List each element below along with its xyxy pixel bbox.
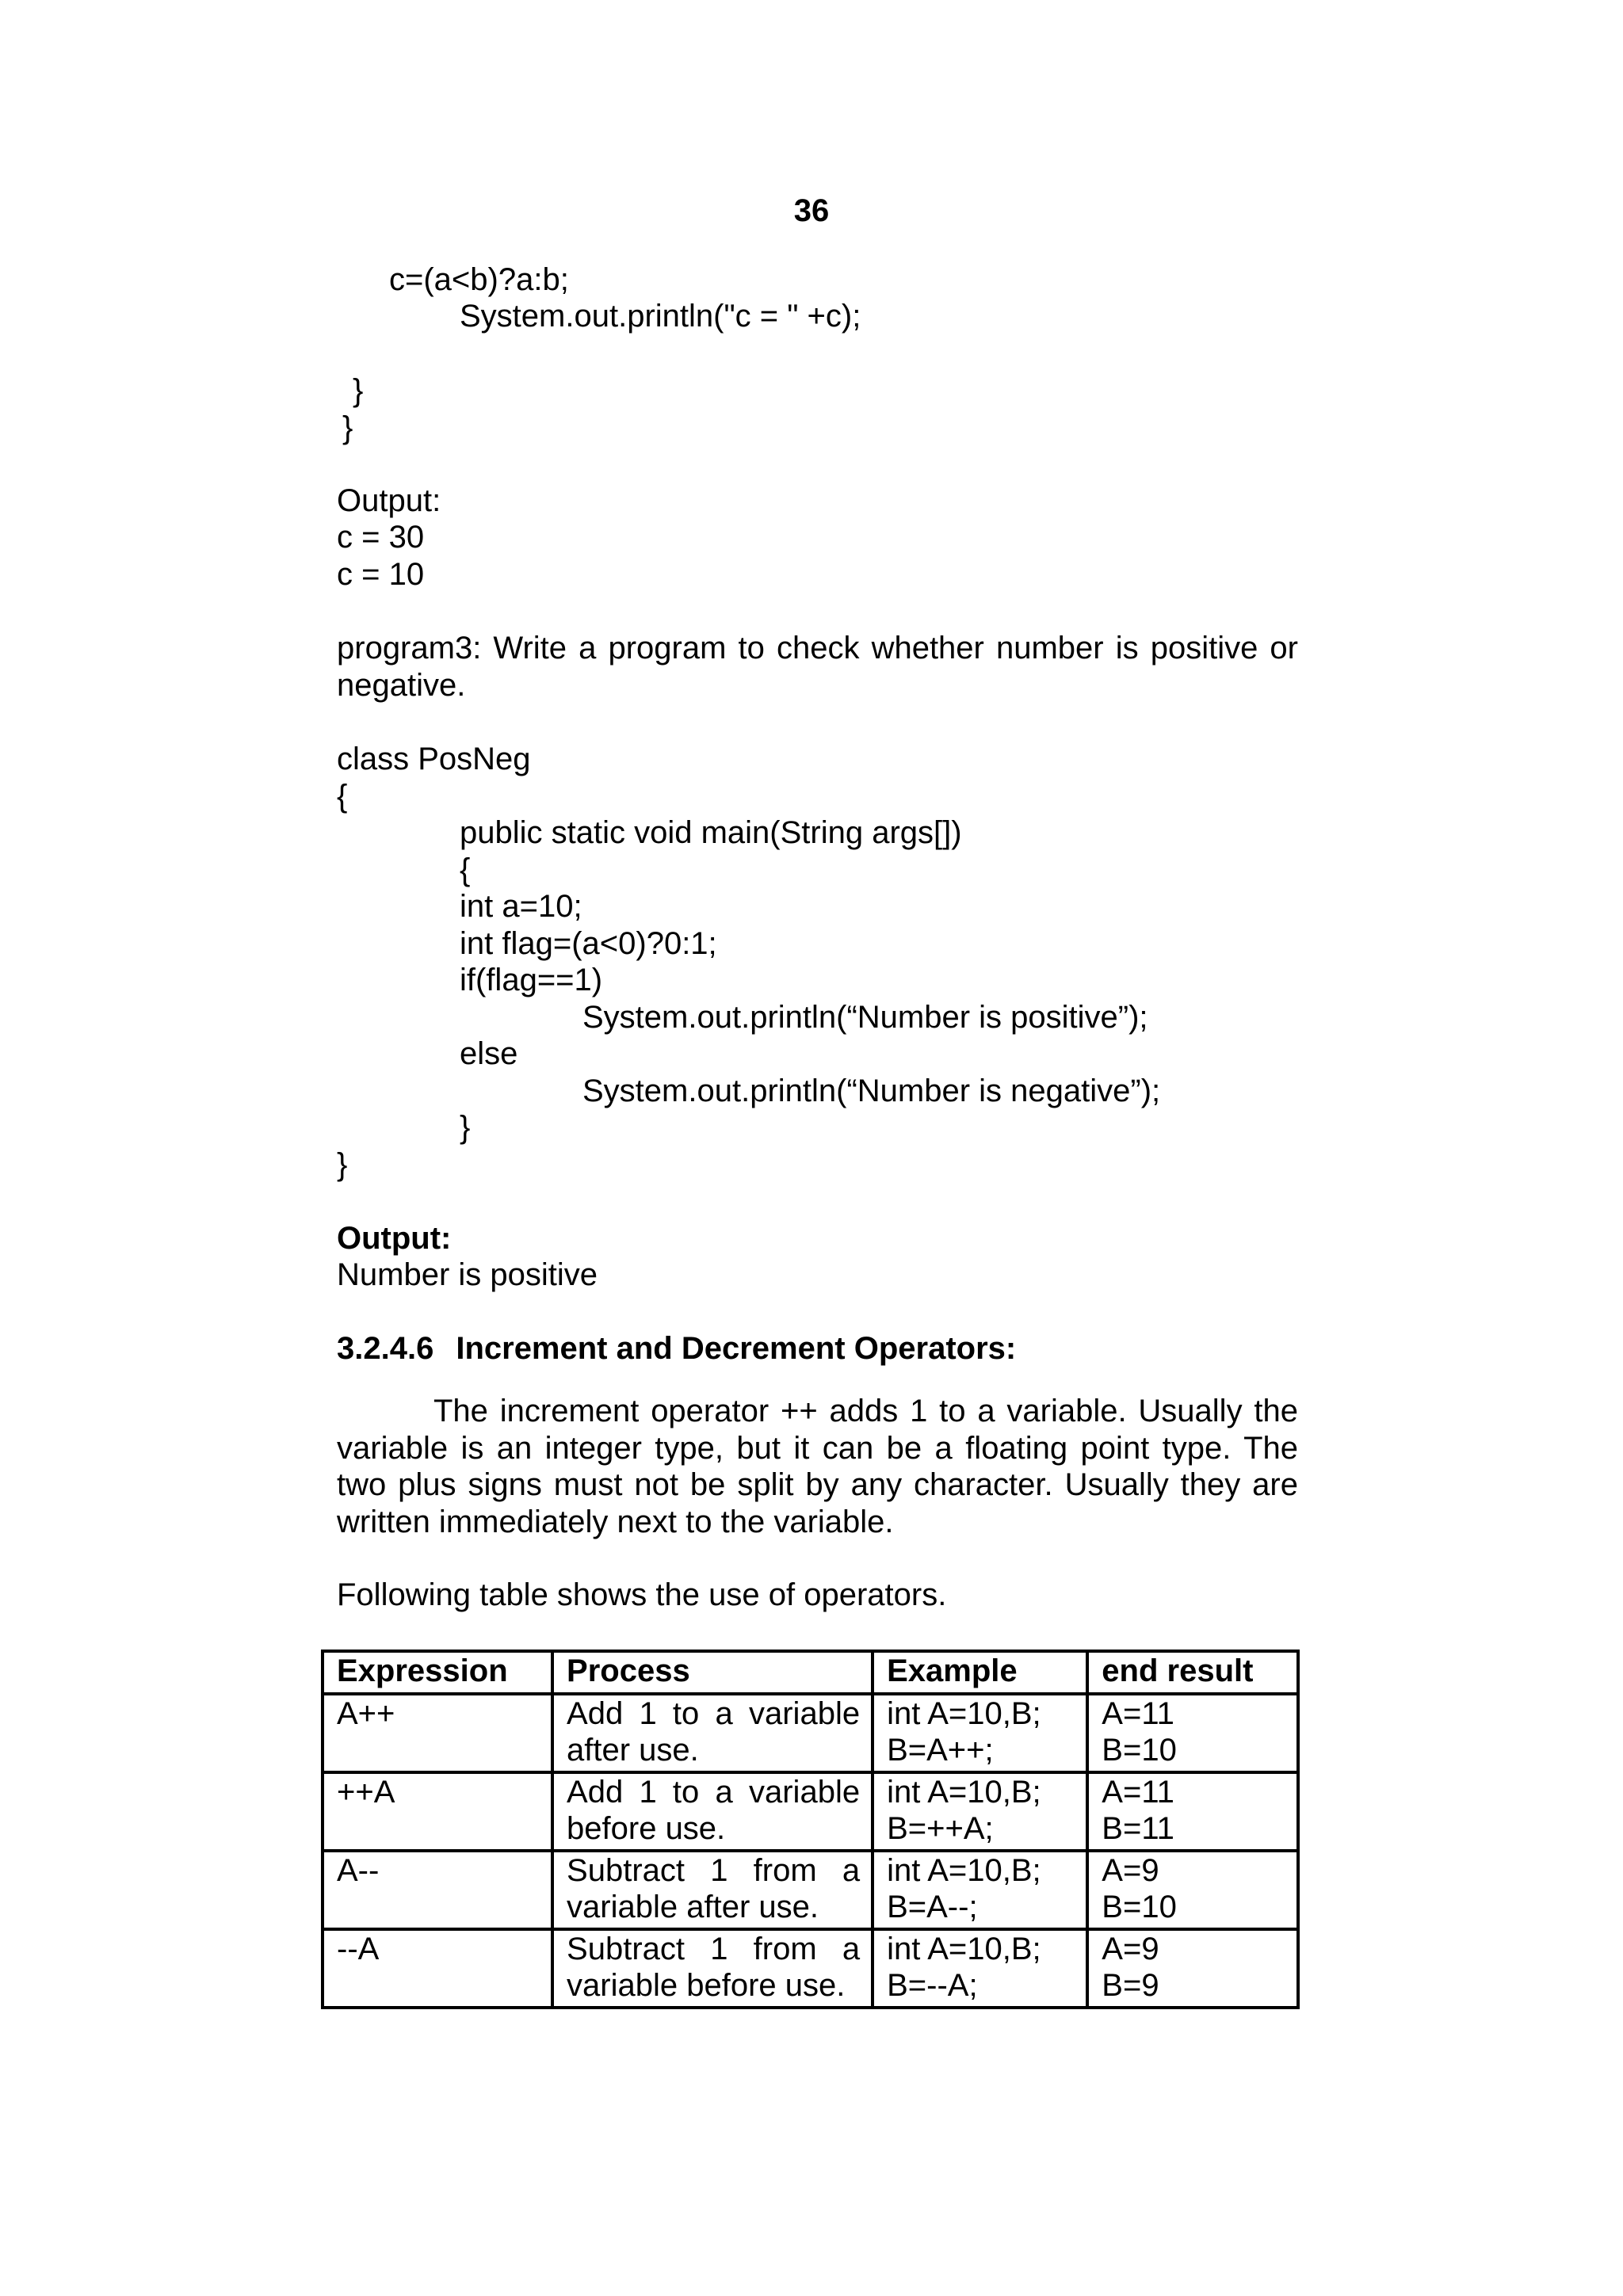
cell-process: Add 1 to a variable after use.: [552, 1694, 873, 1772]
code-line: }: [460, 1110, 471, 1145]
cell-example: int A=10,B; B=--A;: [873, 1929, 1087, 2008]
output-label: Output:: [337, 483, 441, 518]
table-row: [323, 1694, 1298, 1772]
cell-example: int A=10,B; B=++A;: [873, 1772, 1087, 1851]
cell-process: Subtract 1 from a variable after use.: [552, 1851, 873, 1929]
table-intro: Following table shows the use of operators.: [337, 1577, 947, 1612]
code-line: int a=10;: [460, 889, 582, 924]
code-line: int flag=(a<0)?0:1;: [460, 926, 717, 961]
output-line: c = 10: [337, 557, 425, 592]
table-row: [323, 1851, 1298, 1929]
header-expression: Expression: [323, 1651, 552, 1694]
code-line: }: [337, 1147, 348, 1182]
output-label: Output:: [337, 1221, 452, 1256]
cell-end-result: A=11 B=10: [1087, 1694, 1298, 1772]
code-line: {: [460, 852, 471, 887]
cell-process: Subtract 1 from a variable before use.: [552, 1929, 873, 2008]
code-line: System.out.println(“Number is negative”);: [582, 1074, 1161, 1108]
header-example: Example: [873, 1651, 1087, 1694]
code-line: if(flag==1): [460, 963, 603, 997]
output-line: Number is positive: [337, 1257, 598, 1292]
code-line: {: [337, 779, 348, 814]
table-row: [323, 1929, 1298, 2008]
cell-example: int A=10,B; B=A++;: [873, 1694, 1087, 1772]
cell-expression: --A: [323, 1929, 552, 2008]
table-header-row: [323, 1651, 1298, 1694]
cell-expression: ++A: [323, 1772, 552, 1851]
cell-expression: A++: [323, 1694, 552, 1772]
code-line: c=(a<b)?a:b;: [389, 262, 569, 297]
section-paragraph: The increment operator ++ adds 1 to a variable. Usually the variable is an integer type, but it can be a floating point type. The two plus signs must not be split by any character. Usually they are written immediately next to the variable.: [337, 1394, 1298, 1539]
cell-end-result: A=11 B=11: [1087, 1772, 1298, 1851]
code-line: }: [342, 410, 353, 445]
cell-process: Add 1 to a variable before use.: [552, 1772, 873, 1851]
output-line: c = 30: [337, 520, 425, 555]
header-process: Process: [552, 1651, 873, 1694]
code-line: }: [353, 373, 364, 408]
section-title: Increment and Decrement Operators:: [456, 1331, 1017, 1366]
cell-example: int A=10,B; B=A--;: [873, 1851, 1087, 1929]
code-line: class PosNeg: [337, 742, 531, 776]
cell-expression: A--: [323, 1851, 552, 1929]
cell-end-result: A=9 B=9: [1087, 1929, 1298, 2008]
section-heading: [337, 1330, 1016, 1367]
cell-end-result: A=9 B=10: [1087, 1851, 1298, 1929]
code-line: System.out.println(“Number is positive”);: [582, 1000, 1148, 1035]
table-row: [323, 1772, 1298, 1851]
code-line: public static void main(String args[]): [460, 815, 962, 850]
header-end-result: end result: [1087, 1651, 1298, 1694]
program3-description: program3: Write a program to check whether number is positive or negative.: [337, 631, 1298, 703]
code-line: else: [460, 1036, 518, 1071]
code-line: System.out.println("c = " +c);: [460, 299, 861, 334]
page-number: 36: [793, 193, 830, 228]
section-number: 3.2.4.6: [337, 1331, 434, 1366]
operators-table: [321, 1650, 1300, 2009]
